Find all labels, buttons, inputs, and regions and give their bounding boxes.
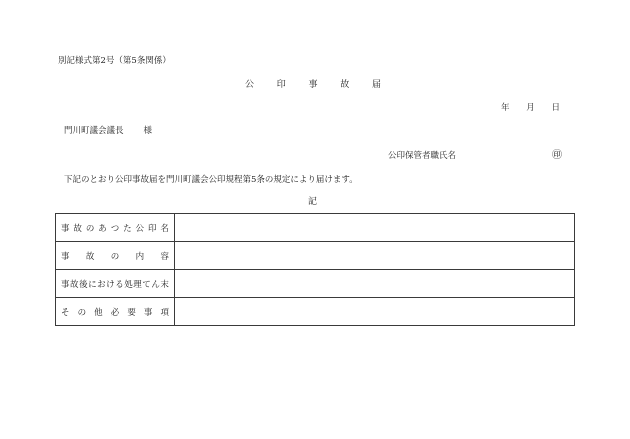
date-line [501, 104, 560, 113]
row-label-incident-details [56, 242, 175, 270]
row-label-other-matters [56, 298, 175, 326]
label-char: そ [61, 307, 70, 318]
ki-heading: 記 [308, 197, 318, 207]
label-char: る [115, 279, 124, 290]
label-char: 故 [85, 251, 95, 262]
label-char: 後 [79, 279, 88, 290]
label-char: 処 [124, 279, 133, 290]
addressee-name: 門川町議会議長 [64, 126, 124, 136]
label-char: 名 [160, 223, 169, 234]
label-char: て [142, 279, 151, 290]
row-value-other-matters[interactable] [175, 298, 575, 326]
date-month-label: 月 [526, 103, 535, 113]
label-char: お [97, 279, 106, 290]
label-char: た [123, 223, 132, 234]
title-char: 公 [245, 80, 255, 90]
label-char: 容 [160, 251, 169, 262]
label-char: 要 [127, 307, 136, 318]
document-title [245, 81, 381, 90]
title-char: 事 [308, 80, 318, 90]
title-char: 印 [276, 80, 286, 90]
label-char: の [77, 307, 87, 318]
label-char: 故 [73, 223, 82, 234]
label-char: 事 [61, 279, 70, 290]
label-char: の [85, 223, 95, 234]
date-year-label: 年 [501, 103, 510, 113]
label-char: 事 [143, 307, 153, 318]
label-char: あ [98, 223, 107, 234]
title-char: 届 [371, 80, 381, 90]
label-char: け [106, 279, 115, 290]
label-char: 公 [135, 223, 145, 234]
row-value-affected-seal[interactable] [175, 214, 575, 242]
label-char: 他 [94, 307, 103, 318]
table-row [56, 214, 575, 242]
label-char: 事 [61, 251, 70, 262]
label-char: 事 [61, 223, 70, 234]
title-char: 故 [340, 80, 350, 90]
seal-mark: ㊞ [552, 150, 562, 161]
row-label-affected-seal [56, 214, 175, 242]
label-char: 印 [147, 223, 157, 234]
label-char: 故 [70, 279, 79, 290]
date-day-label: 日 [551, 103, 560, 113]
addressee-line [64, 127, 152, 136]
label-char: つ [110, 223, 120, 234]
custodian-name-label: 公印保管者職氏名 [388, 151, 457, 161]
label-char: 必 [110, 307, 120, 318]
table-row [56, 270, 575, 298]
table-row [56, 242, 575, 270]
row-value-post-incident-handling[interactable] [175, 270, 575, 298]
label-char: ん [151, 279, 160, 290]
label-char: 末 [160, 279, 169, 290]
form-number: 別記様式第2号（第5条関係） [58, 56, 171, 66]
label-char: 理 [133, 279, 142, 290]
detail-table [55, 213, 575, 326]
label-char: 項 [160, 307, 169, 318]
label-char: に [88, 279, 97, 290]
row-label-post-incident-handling [56, 270, 175, 298]
label-char: の [110, 251, 120, 262]
addressee-honorific: 様 [143, 126, 153, 136]
label-char: 内 [135, 251, 145, 262]
body-text: 下記のとおり公印事故届を門川町議会公印規程第5条の規定により届けます。 [64, 175, 358, 185]
row-value-incident-details[interactable] [175, 242, 575, 270]
table-row [56, 298, 575, 326]
